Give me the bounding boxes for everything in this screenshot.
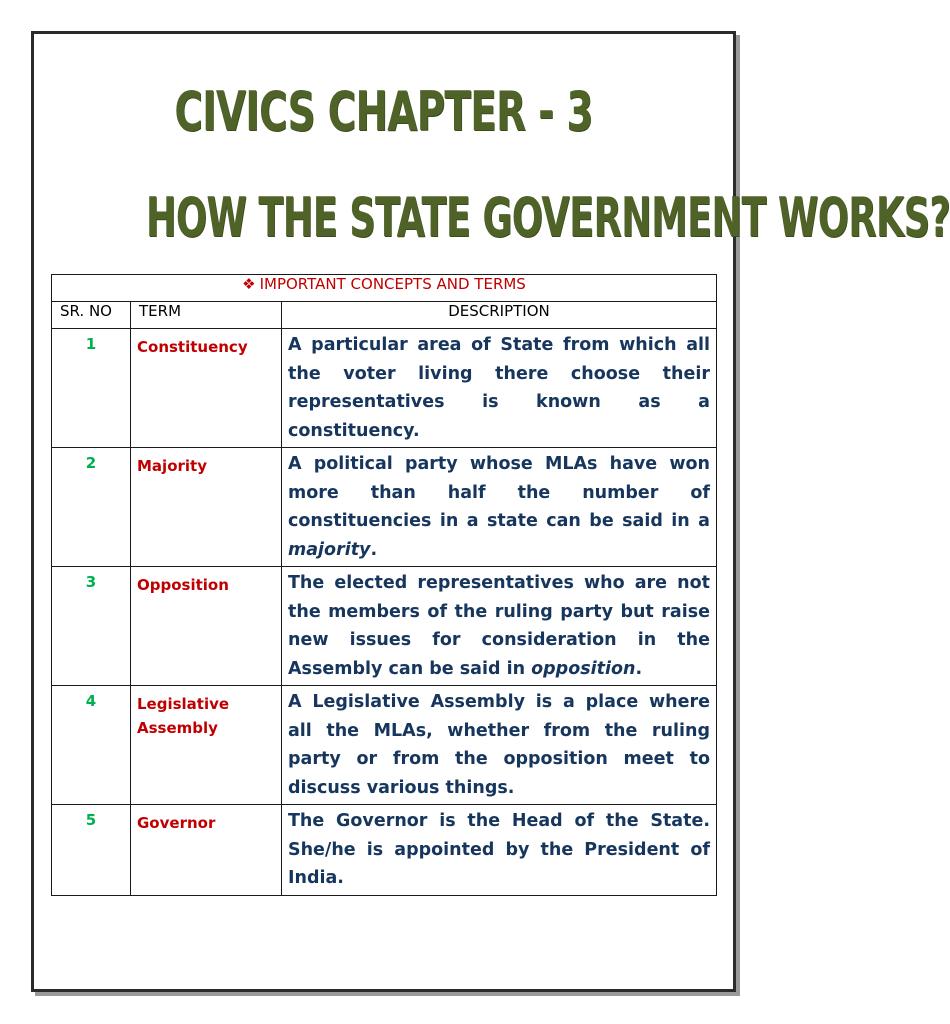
row-number: 2 [52, 448, 131, 567]
table-row [52, 567, 717, 686]
row-number: 3 [52, 567, 131, 686]
table-body [52, 329, 717, 896]
row-description: A political party whose MLAs have won more than half the number of constituencies in a state can be said in a majority. [282, 448, 717, 567]
table-row [52, 805, 717, 896]
row-term: Opposition [131, 567, 282, 686]
row-description: The elected representatives who are not the members of the ruling party but raise new issues for consideration in the Assembly can be said in opposition. [282, 567, 717, 686]
row-description: A particular area of State from which all the voter living there choose their representatives is known as a constituency. [282, 329, 717, 448]
row-description: A Legislative Assembly is a place where all the MLAs, whether from the ruling party or from the opposition meet to discuss various things. [282, 686, 717, 805]
row-number: 1 [52, 329, 131, 448]
table-section-header [52, 275, 717, 302]
table-row [52, 448, 717, 567]
row-term: Constituency [131, 329, 282, 448]
chapter-title: CIVICS CHAPTER - 3 [174, 80, 593, 143]
row-term: Majority [131, 448, 282, 567]
row-number: 5 [52, 805, 131, 896]
column-header-term: TERM [131, 302, 282, 329]
row-term: Legislative Assembly [131, 686, 282, 805]
concepts-table [51, 274, 717, 896]
diamond-bullet-icon: ❖ [242, 275, 256, 293]
section-title: IMPORTANT CONCEPTS AND TERMS [259, 275, 526, 293]
table-row [52, 686, 717, 805]
row-description: The Governor is the Head of the State. She/he is appointed by the President of India. [282, 805, 717, 896]
row-number: 4 [52, 686, 131, 805]
column-header-description: DESCRIPTION [282, 302, 717, 329]
section-heading [52, 275, 717, 302]
row-term: Governor [131, 805, 282, 896]
chapter-subtitle: HOW THE STATE GOVERNMENT WORKS? [145, 186, 950, 249]
column-header-srno: SR. NO [52, 302, 131, 329]
table-column-headers [52, 302, 717, 329]
table-row [52, 329, 717, 448]
